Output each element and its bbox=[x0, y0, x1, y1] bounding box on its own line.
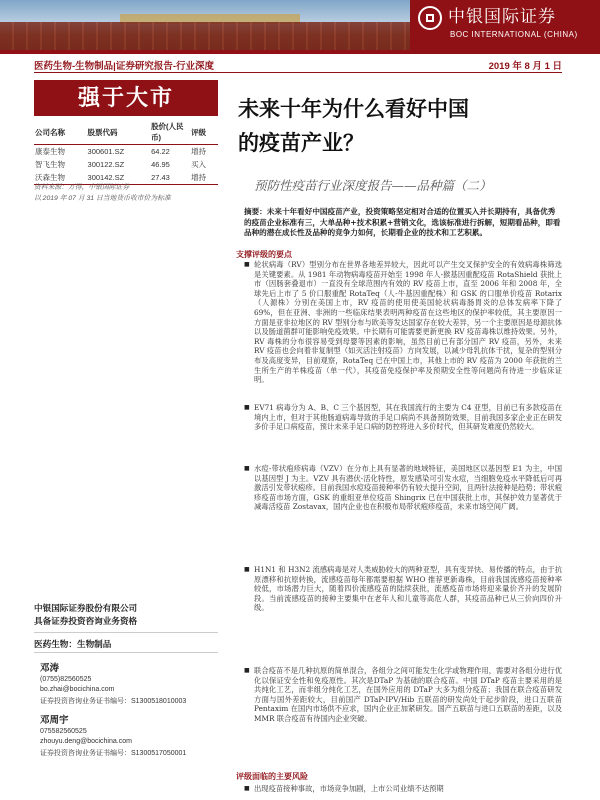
header-rule bbox=[0, 50, 600, 54]
report-subtitle: 预防性疫苗行业深度报告——品种篇（二） bbox=[254, 178, 492, 193]
col-rating: 评级 bbox=[191, 127, 207, 137]
cell-rating: 增持 bbox=[191, 147, 207, 156]
company-name: 中银国际证券股份有限公司 bbox=[34, 604, 138, 614]
report-date: 2019 年 8 月 1 日 bbox=[488, 61, 562, 72]
analyst-2-cert: 证券投资咨询业务证书编号：S1300517050001 bbox=[40, 750, 187, 757]
brand-name-en: BOC INTERNATIONAL (CHINA) bbox=[450, 30, 578, 39]
report-title bbox=[238, 92, 469, 160]
title-line-1: 未来十年为什么看好中国 bbox=[238, 96, 469, 121]
cell-code: 300122.SZ bbox=[87, 160, 125, 169]
analyst-1-email[interactable]: bo.zhai@bocichina.com bbox=[40, 686, 115, 693]
cell-rating: 买入 bbox=[191, 160, 207, 169]
sector-label: 医药生物：生物制品 bbox=[34, 640, 112, 650]
list-item: ■ 水痘-带状疱疹病毒（VZV）在分布上具有显著的地域特征，美国地区以基因型 E1 为主，中国以基因型 J 为主。VZV 具有潜伏-活化特性，原发感染可引发水痘，当细胞免疫水平降低后可再激活引发带状疱疹。目前我国水痘疫苗接种率仍有较大提升空间，且两针法接种是趋势；带状疱疹疫苗市场方面，GSK 的重组亚单位疫苗 Shingrix 已在中国获批上市，其保护效力显著优于减毒活疫苗 Zostavax，国内企业也在积极布局带状疱疹疫苗，未来市场空间广阔。 bbox=[244, 464, 562, 560]
cell-company: 康泰生物 bbox=[35, 147, 65, 156]
cell-price: 64.22 bbox=[151, 147, 170, 156]
cell-rating: 增持 bbox=[191, 173, 207, 182]
analyst-1-phone: (0755)82560525 bbox=[40, 676, 92, 683]
divider bbox=[34, 652, 218, 653]
banner-roof-pattern bbox=[0, 22, 420, 50]
price-date-line: 以 2019 年 07 月 31 日当地货币收市价为标准 bbox=[34, 195, 171, 202]
list-item: ■ EV71 病毒分为 A、B、C 三个基因型，其在我国流行的主要为 C4 亚型，目前已有多款疫苗在境内上市，但对于其他肠道病毒导致的手足口病尚不具备预防效果，目前我国多家企业正在研发多价手足口病疫苗，预计未来手足口病的防控将进入多价时代，但其研发难度仍然较大。 bbox=[244, 403, 562, 459]
analyst-2-email[interactable]: zhouyu.deng@bocichina.com bbox=[40, 738, 132, 745]
source-line: 资料来源：万得，中银国际证券 bbox=[34, 184, 130, 191]
stock-table bbox=[34, 120, 218, 185]
table-row bbox=[34, 145, 218, 159]
list-item: ■ H1N1 和 H3N2 流感病毒是对人类威胁较大的两种亚型，具有变异快、易传播的特点，由于抗原漂移和抗原转换，流感疫苗每年都需要根据 WHO 推荐更新毒株，目前我国流感疫苗接种率较低，市场潜力巨大，随着四价流感疫苗的陆续获批，流感疫苗市场将迎来量价齐升的发展阶段。当前流感疫苗的接种主要集中在老年人和儿童等高危人群，其疫苗品种已从三价向四价升级。 bbox=[244, 565, 562, 661]
brand-block bbox=[410, 0, 600, 50]
analyst-1-cert: 证券投资咨询业务证书编号：S1300518010003 bbox=[40, 698, 187, 705]
section-heading-points: 支撑评级的要点 bbox=[236, 249, 292, 259]
cell-company: 沃森生物 bbox=[35, 173, 65, 182]
breadcrumb: 医药生物-生物制品|证券研究报告-行业深度 bbox=[34, 61, 214, 72]
analyst-2-phone: 075582560525 bbox=[40, 728, 87, 735]
analyst-1-name: 邓涛 bbox=[40, 663, 60, 674]
table-source bbox=[34, 182, 218, 204]
list-item: ■ 联合疫苗不是几种抗原的简单混合，各组分之间可能发生化学或物理作用，需要对各组分进行优化以保证安全性和免疫原性。其次是DTaP 为基础的联合疫苗。中国 DTaP 疫苗主要采用的是共纯化工艺，而非组分纯化工艺，在国外应用的 DTaP 大多为组分疫苗；我国在联合疫苗研发方面与国外差距较大，目前国产 DTaP-IPV/Hib 五联苗的研发尚处于起步阶段，进口五联苗 Pentaxim 在国内市场供不应求，国内企业正加紧研发。国产五联苗与进口五联苗的差距，以及 MMR 联合疫苗有待国内企业突破。 bbox=[244, 666, 562, 770]
table-row bbox=[34, 158, 218, 171]
rating-badge: 强于大市 bbox=[34, 80, 218, 116]
abstract: 摘要：未来十年看好中国疫苗产业，投资策略坚定相对合适的位置买入并长期持有，具备优秀的疫苗企业标准有三，大单品种+技术积累+营销文化，选该标准进行拆解，短期看品种，即看品种的潜在成长性及品种的竞争力如何，长期看企业的技术和工艺积累。 bbox=[244, 207, 561, 237]
header-thin-rule bbox=[34, 72, 562, 73]
boc-logo-icon bbox=[418, 6, 442, 30]
company-qualification: 具备证券投资咨询业务资格 bbox=[34, 617, 138, 627]
title-line-2: 的疫苗产业？ bbox=[238, 130, 364, 155]
divider bbox=[34, 632, 218, 633]
list-item: ■ 轮状病毒（RV）型别分布在世界各地差异较大，因此可以产生交叉保护安全的有效病毒株筛选是关键要素。从 1981 年动物病毒疫苗开始至 1998 年人-猴基因重配疫苗 RotaShield 获批上市（因肠套叠退市）一直没有全球范围内有效的 RV 疫苗上市，直至 2006 年和 2008 年，全球先后上市了 5 价口服重配 RotaTeq（人-牛基因重配株）和 GSK 的口服单价疫苗 Rotarix（人源株）分别在美国上市，RV 疫苗的使用使美国轮状病毒肠胃炎的总体发病率下降了 69%，但在亚洲、非洲的一些临床结果表明两种疫苗在这些地区的保护率较低，其主要原因一方面是亚非拉地区的 RV 型别分布与欧美等发达国家存在较大差异，另一个主要原因是母源抗体以及肠道菌群可能影响免疫效果。中长期有可能需要更新更换 RV 疫苗毒株以维持效果。另外，RV 毒株的分布很容易受到母婴等因素的影响，虽然目前已有部分国产 RV 疫苗，另外，未来 RV 疫苗也会向着非复制型（如灭活注射疫苗）方向发展，以减少母乳抗体干扰，复杂的型别分布及高度变异，目前观察，RotaTeq 已在中国上市，其他上市的 RV 疫苗为 2000 年获批的兰生所生产的羊株疫苗（单一代），其疫苗免疫保护率及预期安全性等问题尚有待进一步临床证明。 bbox=[244, 260, 562, 398]
section-heading-risk: 评级面临的主要风险 bbox=[236, 771, 308, 781]
cell-company: 智飞生物 bbox=[35, 160, 65, 169]
col-code: 股票代码 bbox=[87, 127, 118, 137]
company-info bbox=[34, 603, 224, 629]
cell-code: 300601.SZ bbox=[87, 147, 125, 156]
risk-item: ■ 出现疫苗接种事故，市场竞争加剧，上市公司业绩不达预期 bbox=[244, 784, 562, 794]
points-list bbox=[244, 260, 562, 775]
brand-name-cn: 中银国际证券 bbox=[448, 7, 556, 27]
cell-code: 300142.SZ bbox=[87, 173, 125, 182]
cell-price: 27.43 bbox=[151, 173, 170, 182]
stock-table-header bbox=[34, 120, 218, 145]
cell-price: 46.95 bbox=[151, 160, 170, 169]
col-company: 公司名称 bbox=[35, 127, 65, 137]
col-price: 股价(人民币) bbox=[151, 122, 184, 142]
analyst-2-name: 邓周宇 bbox=[40, 715, 69, 726]
